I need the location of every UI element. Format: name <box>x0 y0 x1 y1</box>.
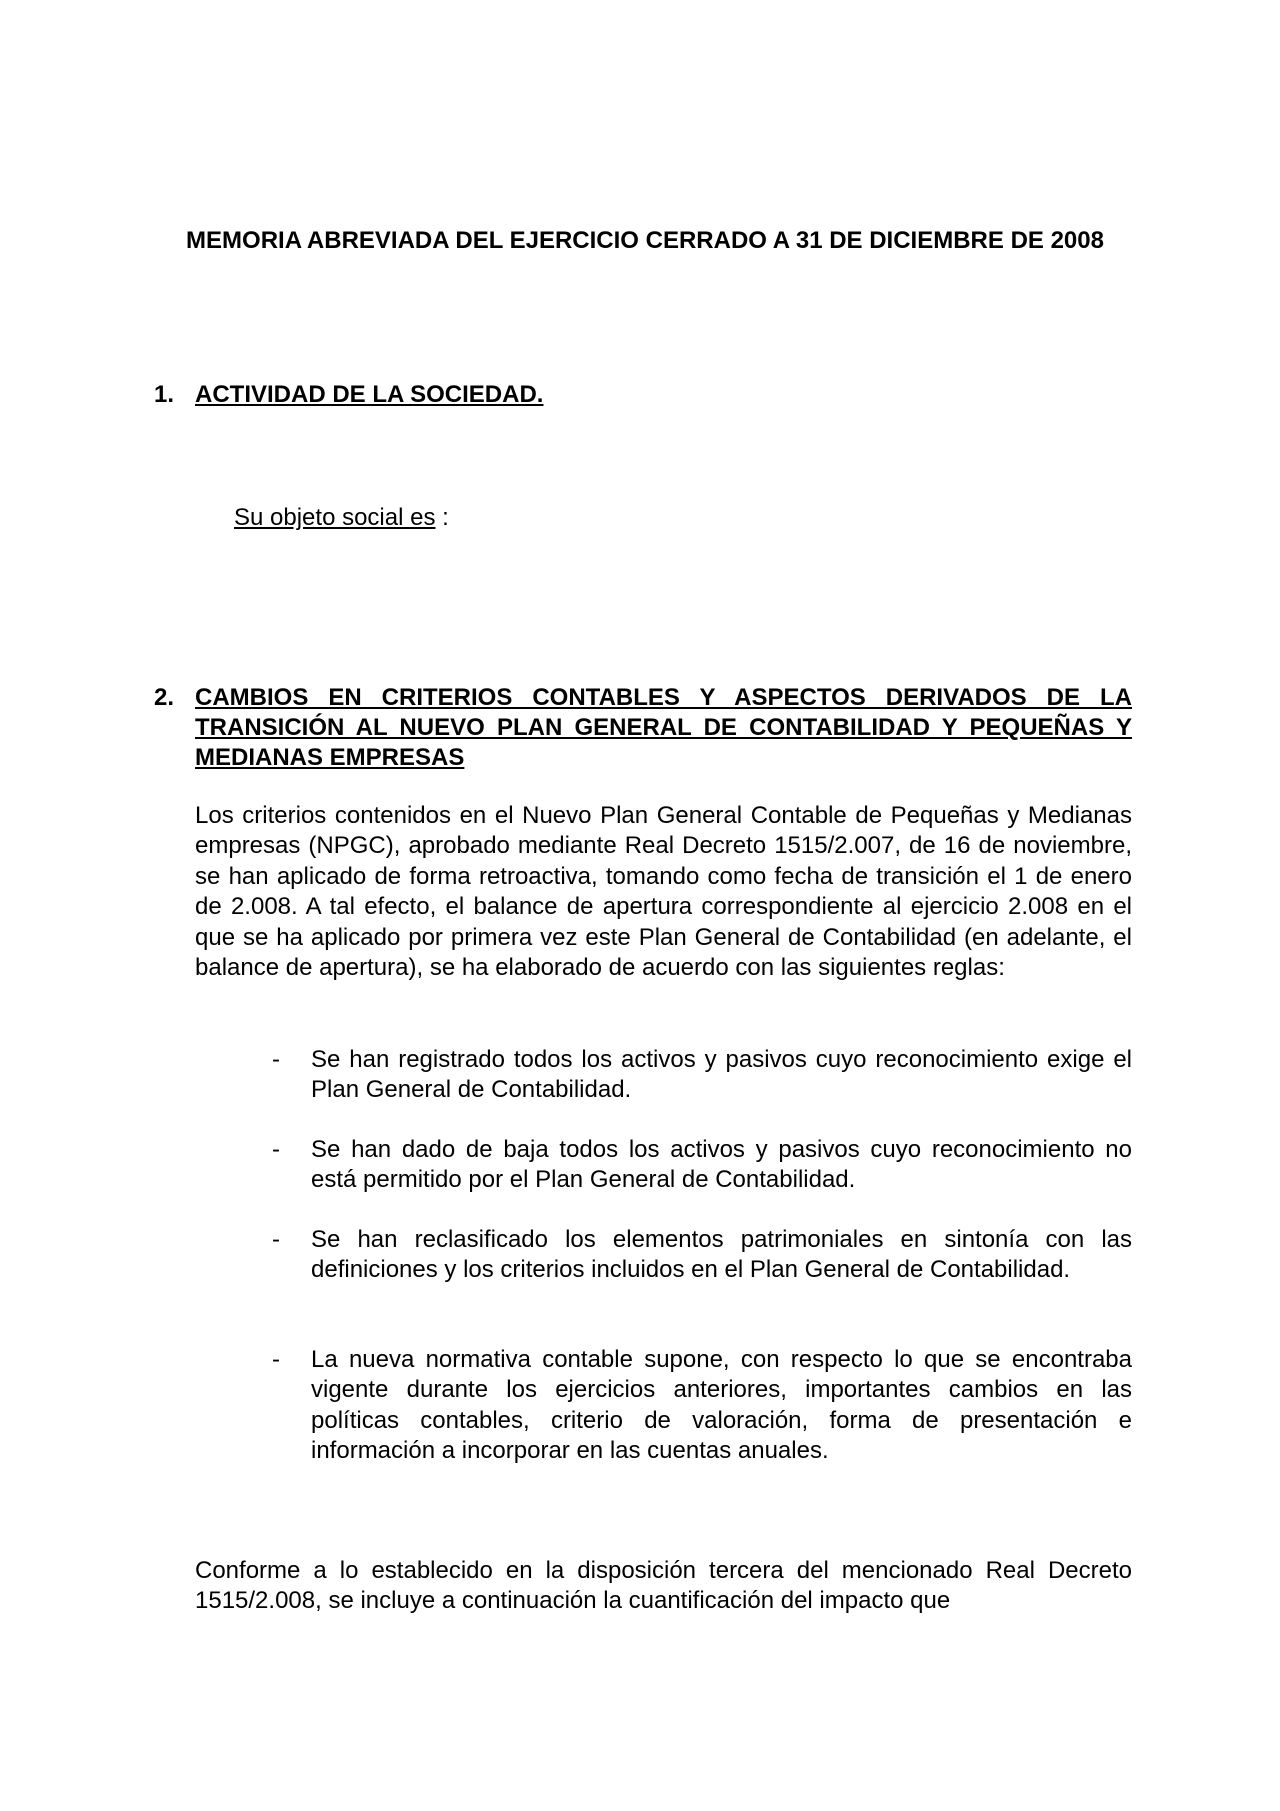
section-2-number: 2. <box>154 684 175 711</box>
section-1-heading: ACTIVIDAD DE LA SOCIEDAD. <box>195 381 544 408</box>
bullet-dash: - <box>272 1226 280 1253</box>
bullet-text: Se han dado de baja todos los activos y pasivos cuyo reconocimiento no está permitido por el Plan General de Contabilidad. <box>311 1136 1132 1194</box>
bullet-text: Se han registrado todos los activos y pasivos cuyo reconocimiento exige el Plan General de Contabilidad. <box>311 1046 1132 1104</box>
list-item <box>272 1225 1132 1286</box>
objeto-social-suffix: : <box>435 504 449 531</box>
objeto-social-line <box>234 503 449 533</box>
list-item <box>272 1045 1132 1106</box>
list-item <box>272 1135 1132 1196</box>
bullet-text: La nueva normativa contable supone, con respecto lo que se encontraba vigente durante los ejercicios anteriores, importantes cambios en las políticas contables, criterio de valoración, forma de presentación e información a incorporar en las cuentas anuales. <box>311 1346 1132 1465</box>
bullet-dash: - <box>272 1136 280 1163</box>
bullet-dash: - <box>272 1046 280 1073</box>
closing-paragraph: Conforme a lo establecido en la disposición tercera del mencionado Real Decreto 1515/2.008, se incluye a continuación la cuantificación del impacto que <box>195 1557 1132 1615</box>
bullet-text: Se han reclasificado los elementos patrimoniales en sintonía con las definiciones y los criterios incluidos en el Plan General de Contabilidad. <box>311 1226 1132 1284</box>
list-item <box>272 1345 1132 1467</box>
section-1-number: 1. <box>154 381 175 408</box>
intro-paragraph: Los criterios contenidos en el Nuevo Plan General Contable de Pequeñas y Medianas empresas (NPGC), aprobado mediante Real Decreto 1515/2.007, de 16 de noviembre, se han aplicado de forma retroactiva, tomando como fecha de transición el 1 de enero de 2.008. A tal efecto, el balance de apertura correspondiente al ejercicio 2.008 en el que se ha aplicado por primera vez este Plan General de Contabilidad (en adelante, el balance de apertura), se ha elaborado de acuerdo con las siguientes reglas: <box>195 802 1132 982</box>
bullet-dash: - <box>272 1346 280 1373</box>
section-2-heading: CAMBIOS EN CRITERIOS CONTABLES Y ASPECTOS DERIVADOS DE LA TRANSICIÓN AL NUEVO PLAN GENERAL DE CONTABILIDAD Y PEQUEÑAS Y MEDIANAS EMPRESAS <box>195 684 1132 771</box>
objeto-social-label: Su objeto social es <box>234 504 436 531</box>
document-title: MEMORIA ABREVIADA DEL EJERCICIO CERRADO A 31 DE DICIEMBRE DE 2008 <box>186 227 1104 254</box>
